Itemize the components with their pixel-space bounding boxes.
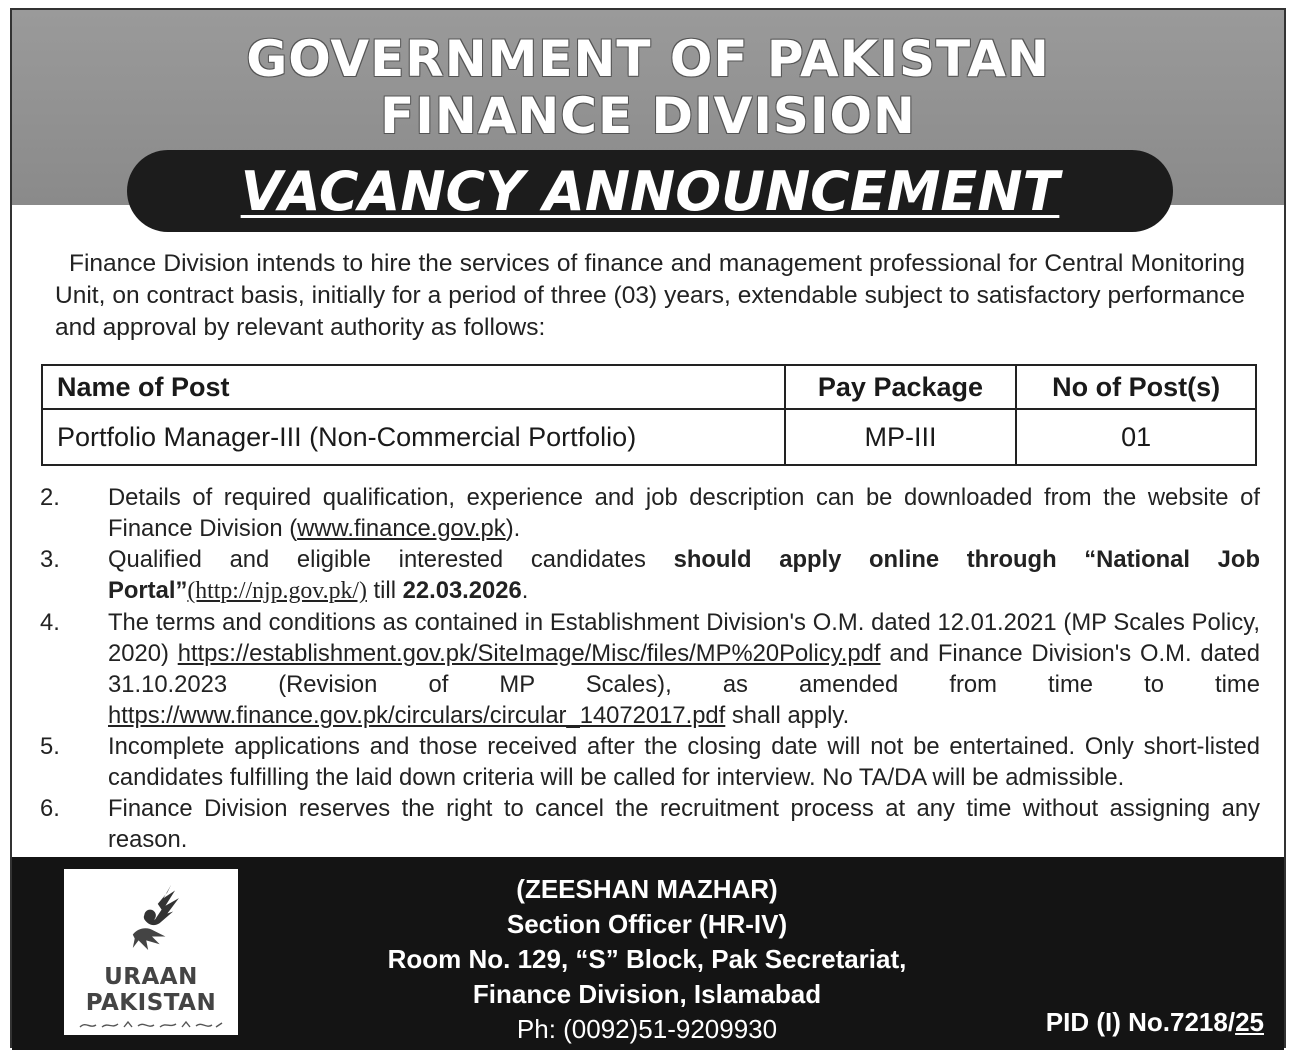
item-text: till	[366, 577, 403, 604]
finance-website-link[interactable]: www.finance.gov.pk	[297, 515, 506, 542]
item-text: ).	[505, 515, 521, 542]
title-government: GOVERNMENT OF PAKISTAN	[246, 30, 1050, 88]
intro-paragraph: Finance Division intends to hire the services of finance and management professional for Central Monitoring Unit, on contract basis, initially for a period of three (03) years, extendable subject to satisfactory performance and approval by relevant authority as follows:	[55, 250, 1245, 341]
item-text: The terms and conditions as contained in Establishment Division's O.M. dated 12.01.2021 (MP Scales Policy, 2020)	[108, 609, 1260, 667]
item-text: Qualified and eligible interested candidates	[108, 546, 674, 573]
urdu-tagline-graphic	[76, 1019, 226, 1031]
cell-pay-package: MP-III	[785, 409, 1017, 465]
mp-policy-link[interactable]: https://establishment.gov.pk/SiteImage/Misc/files/MP%20Policy.pdf	[177, 640, 881, 667]
item-number: 2.	[40, 484, 60, 511]
logo-text-pakistan: PAKISTAN	[85, 990, 217, 1016]
item-text: .	[521, 577, 529, 604]
list-item	[40, 544, 1260, 607]
closing-date: 22.03.2026	[402, 577, 522, 604]
table-header-row	[42, 365, 1256, 409]
uraan-pakistan-logo	[64, 869, 238, 1035]
cell-post-count: 01	[1016, 409, 1256, 465]
header-name-of-post: Name of Post	[42, 365, 785, 409]
logo-text-uraan: URAAN	[104, 964, 198, 990]
advertisement-page	[10, 8, 1286, 1048]
cell-post-name: Portfolio Manager-III (Non-Commercial Portfolio)	[42, 409, 785, 465]
item-text: shall apply.	[725, 702, 850, 729]
item-number: 5.	[40, 733, 60, 760]
signatory-designation: Section Officer (HR-IV)	[506, 909, 788, 939]
signatory-block	[302, 872, 992, 1047]
pid-suffix: 25	[1235, 1007, 1264, 1037]
item-text: Incomplete applications and those received after the closing date will not be entertained. Only short-listed candidates fulfilling the laid down criteria will be called for interview. No TA/DA will be admissible.	[108, 733, 1260, 791]
list-item	[40, 482, 1260, 544]
pid-number	[1046, 1007, 1264, 1038]
item-text: and Finance Division's O.M. dated 31.10.2023 (Revision of MP Scales), as amended from time to time	[108, 640, 1260, 698]
signatory-name: (ZEESHAN MAZHAR)	[516, 874, 778, 904]
njp-portal-link[interactable]: (http://njp.gov.pk/)	[187, 578, 367, 604]
list-item	[40, 793, 1260, 855]
footer-band	[12, 857, 1284, 1050]
item-number: 4.	[40, 609, 60, 636]
posts-table	[41, 364, 1257, 466]
list-item	[40, 607, 1260, 731]
phone-number: Ph: (0092)51-9209930	[516, 1014, 778, 1044]
item-number: 3.	[40, 546, 60, 573]
apply-instruction: should apply online through “National Job Portal”	[108, 546, 1260, 604]
title-division: FINANCE DIVISION	[380, 87, 916, 145]
address-line-2: Finance Division, Islamabad	[472, 979, 822, 1009]
pid-prefix: PID (I) No.7218/	[1045, 1007, 1236, 1037]
item-text: Finance Division reserves the right to cancel the recruitment process at any time without assigning any reason.	[108, 795, 1260, 853]
item-text: Details of required qualification, experience and job description can be downloaded from the website of Finance Division (	[108, 484, 1260, 542]
table-row	[42, 409, 1256, 465]
vacancy-banner	[127, 150, 1173, 232]
circular-link[interactable]: https://www.finance.gov.pk/circulars/circular_14072017.pdf	[108, 702, 726, 729]
header-no-of-posts: No of Post(s)	[1016, 365, 1256, 409]
list-item	[40, 731, 1260, 793]
header-pay-package: Pay Package	[785, 365, 1017, 409]
eagle-icon	[104, 877, 200, 973]
address-line-1: Room No. 129, “S” Block, Pak Secretariat,	[387, 944, 907, 974]
item-number: 6.	[40, 795, 60, 822]
banner-text: VACANCY ANNOUNCEMENT	[240, 159, 1060, 223]
terms-list	[40, 482, 1260, 855]
